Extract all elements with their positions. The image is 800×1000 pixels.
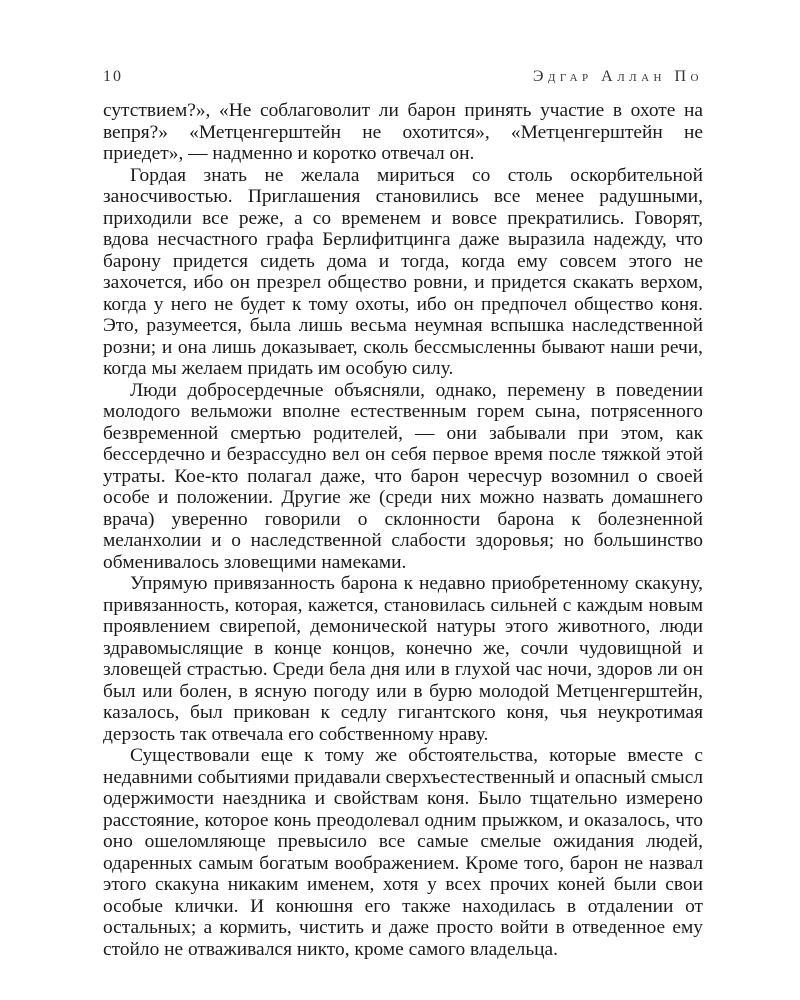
paragraph: Упрямую привязанность барона к недавно приобретенному скакуну, привязанность, которая, кажется, становилась сильней с каждым новым проявлением свирепой, демонической натуры этого животного, люди здравомыслящие в конце концов, конечно же, сочли чудовищной и зловещей страстью. Среди бела дня или в глухой час ночи, здоров ли он был или болен, в ясную погоду или в бурю молодой Метценгерштейн, казалось, был прикован к седлу гигантского коня, чья неукротимая дерзость так отвечала его собственному нраву.: [103, 573, 703, 745]
running-head: [103, 68, 703, 86]
body-text: [103, 100, 703, 960]
running-title: Эдгар Аллан По: [532, 68, 703, 85]
paragraph: Гордая знать не желала мириться со столь оскорбительной заносчивостью. Приглашения становились все менее радушными, приходили все реже, а со временем и вовсе прекратились. Говорят, вдова несчастного графа Берлифитцинга даже выразила надежду, что барону придется сидеть дома и тогда, когда ему совсем этого не захочется, ибо он презрел общество ровни, и придется скакать верхом, когда у него не будет к тому охоты, ибо он предпочел общество коня. Это, разумеется, была лишь весьма неумная вспышка наследственной розни; и она лишь доказывает, сколь бессмысленны бывают наши речи, когда мы желаем придать им особую силу.: [103, 164, 703, 379]
paragraph: сутствием?», «Не соблаговолит ли барон принять участие в охоте на вепря?» «Метценгерштейн не охотится», «Метценгерштейн не приедет», — надменно и коротко отвечал он.: [103, 100, 703, 164]
paragraph: Люди добросердечные объясняли, однако, перемену в поведении молодого вельможи вполне естественным горем сына, потрясенного безвременной смертью родителей, — они забывали при этом, как бессердечно и безрассудно вел он себя первое время после тяжкой этой утраты. Кое-кто полагал даже, что барон чересчур возомнил о своей особе и положении. Другие же (среди них можно назвать домашнего врача) уверенно говорили о склонности барона к болезненной меланхолии и о наследственной слабости здоровья; но большинство обменивалось зловещими намеками.: [103, 379, 703, 573]
page-number: 10: [103, 68, 123, 85]
paragraph: Существовали еще к тому же обстоятельства, которые вместе с недавними событиями придавали сверхъестественный и опасный смысл одержимости наездника и свойствам коня. Было тщательно измерено расстояние, которое конь преодолевал одним прыжком, и оказалось, что оно ошеломляюще превысило все самые смелые ожидания людей, одаренных самым богатым воображением. Кроме того, барон не назвал этого скакуна никаким именем, хотя у всех прочих коней были свои особые клички. И конюшня его также находилась в отдалении от остальных; а кормить, чистить и даже просто войти в отведенное ему стойло не отваживался никто, кроме самого владельца.: [103, 745, 703, 960]
